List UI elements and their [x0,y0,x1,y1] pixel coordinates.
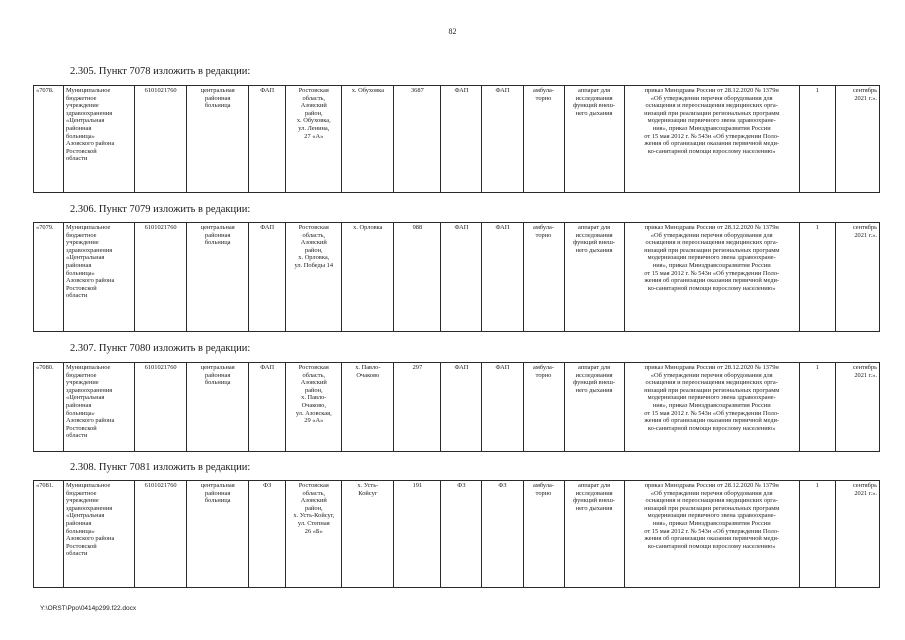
delivery-date: сентябрь 2021 г.». [835,86,879,193]
address: Ростовская область, Азовский район, х. Павло- Очаково, ул. Азовская, 29 «А» [286,363,342,452]
locality: х. Орловка [342,223,394,332]
ogrn-code: 6101021760 [135,481,187,588]
population: 988 [394,223,441,332]
equipment-name: аппарат для исследования функций внеш- него дыхания [564,223,624,332]
legal-basis: приказ Минздрава России от 28.12.2020 № 1379н «Об утверждении перечня оборудования для оснащения и переоснащения медицинских орга- низаций при реализации региональных программ модернизации первичного звена здравоохране- ния», приказ Минздравсоцразвития России от 15 мая 2012 г. № 543н «Об утверждении Поло- жения об организации оказания первичной меди- ко-санитарной помощи взрослому населению» [624,86,799,193]
legal-basis: приказ Минздрава России от 28.12.2020 № 1379н «Об утверждении перечня оборудования для оснащения и переоснащения медицинских орга- низаций при реализации региональных программ модернизации первичного звена здравоохране- ния», приказ Минздравсоцразвития России от 15 мая 2012 г. № 543н «Об утверждении Поло- жения об организации оказания первичной меди- ко-санитарной помощи взрослому населению» [624,363,799,452]
legal-basis: приказ Минздрава России от 28.12.2020 № 1379н «Об утверждении перечня оборудования для оснащения и переоснащения медицинских орга- низаций при реализации региональных программ модернизации первичного звена здравоохране- ния», приказ Минздравсоцразвития России от 15 мая 2012 г. № 543н «Об утверждении Поло- жения об организации оказания первичной меди- ко-санитарной помощи взрослому населению» [624,481,799,588]
registry-table [33,222,880,332]
locality: х. Усть- Койсуг [342,481,394,588]
delivery-date: сентябрь 2021 г.». [835,223,879,332]
address: Ростовская область, Азовский район, х. Усть-Койсуг, ул. Степная 26 «Б» [286,481,342,588]
equipment-name: аппарат для исследования функций внеш- него дыхания [564,481,624,588]
row-number: «7081. [34,481,64,588]
organization-type: центральная районная больница [187,481,249,588]
organization-type: центральная районная больница [187,86,249,193]
subdivision-type-2: ФАП [482,223,523,332]
table-row [34,363,880,452]
locality: х. Павло- Очаково [342,363,394,452]
care-conditions: амбула- торно [523,363,564,452]
ogrn-code: 6101021760 [135,86,187,193]
organization-name: Муниципальное бюджетное учреждение здравоохранения «Центральная районная больница» Азовского района Ростовской области [64,86,135,193]
page-number: 82 [448,27,457,36]
locality: х. Обуховка [342,86,394,193]
unit-type: ФАП [249,363,286,452]
organization-name: Муниципальное бюджетное учреждение здравоохранения «Центральная районная больница» Азовского района Ростовской области [64,363,135,452]
registry-table [33,362,880,452]
row-number: «7078. [34,86,64,193]
care-conditions: амбула- торно [523,86,564,193]
subdivision-type-2: ФЗ [482,481,523,588]
organization-type: центральная районная больница [187,223,249,332]
subdivision-type: ФЗ [441,481,482,588]
equipment-name: аппарат для исследования функций внеш- него дыхания [564,363,624,452]
table-row [34,223,880,332]
registry-table [33,85,880,193]
quantity: 1 [799,481,835,588]
section-heading: 2.306. Пункт 7079 изложить в редакции: [70,204,251,215]
subdivision-type: ФАП [441,86,482,193]
quantity: 1 [799,86,835,193]
unit-type: ФАП [249,223,286,332]
subdivision-type: ФАП [441,363,482,452]
equipment-name: аппарат для исследования функций внеш- него дыхания [564,86,624,193]
quantity: 1 [799,223,835,332]
organization-name: Муниципальное бюджетное учреждение здравоохранения «Центральная районная больница» Азовского района Ростовской области [64,223,135,332]
section-heading: 2.307. Пункт 7080 изложить в редакции: [70,343,251,354]
population: 191 [394,481,441,588]
subdivision-type-2: ФАП [482,363,523,452]
quantity: 1 [799,363,835,452]
table-row [34,86,880,193]
section-heading: 2.308. Пункт 7081 изложить в редакции: [70,462,251,473]
legal-basis: приказ Минздрава России от 28.12.2020 № 1379н «Об утверждении перечня оборудования для оснащения и переоснащения медицинских орга- низаций при реализации региональных программ модернизации первичного звена здравоохране- ния», приказ Минздравсоцразвития России от 15 мая 2012 г. № 543н «Об утверждении Поло- жения об организации оказания первичной меди- ко-санитарной помощи взрослому населению» [624,223,799,332]
section-heading: 2.305. Пункт 7078 изложить в редакции: [70,66,251,77]
ogrn-code: 6101021760 [135,223,187,332]
subdivision-type-2: ФАП [482,86,523,193]
ogrn-code: 6101021760 [135,363,187,452]
unit-type: ФАП [249,86,286,193]
organization-type: центральная районная больница [187,363,249,452]
row-number: «7079. [34,223,64,332]
row-number: «7080. [34,363,64,452]
delivery-date: сентябрь 2021 г.». [835,481,879,588]
organization-name: Муниципальное бюджетное учреждение здравоохранения «Центральная районная больница» Азовского района Ростовской области [64,481,135,588]
unit-type: ФЗ [249,481,286,588]
delivery-date: сентябрь 2021 г.». [835,363,879,452]
care-conditions: амбула- торно [523,223,564,332]
population: 297 [394,363,441,452]
table-row [34,481,880,588]
registry-table [33,480,880,588]
care-conditions: амбула- торно [523,481,564,588]
file-path-footer: Y:\ORST\Ppo\0414p299.f22.docx [40,605,137,612]
subdivision-type: ФАП [441,223,482,332]
population: 3687 [394,86,441,193]
address: Ростовская область, Азовский район, х. Орловка, ул. Победы 14 [286,223,342,332]
address: Ростовская область, Азовский район, х. Обуховка, ул. Ленина, 27 «А» [286,86,342,193]
